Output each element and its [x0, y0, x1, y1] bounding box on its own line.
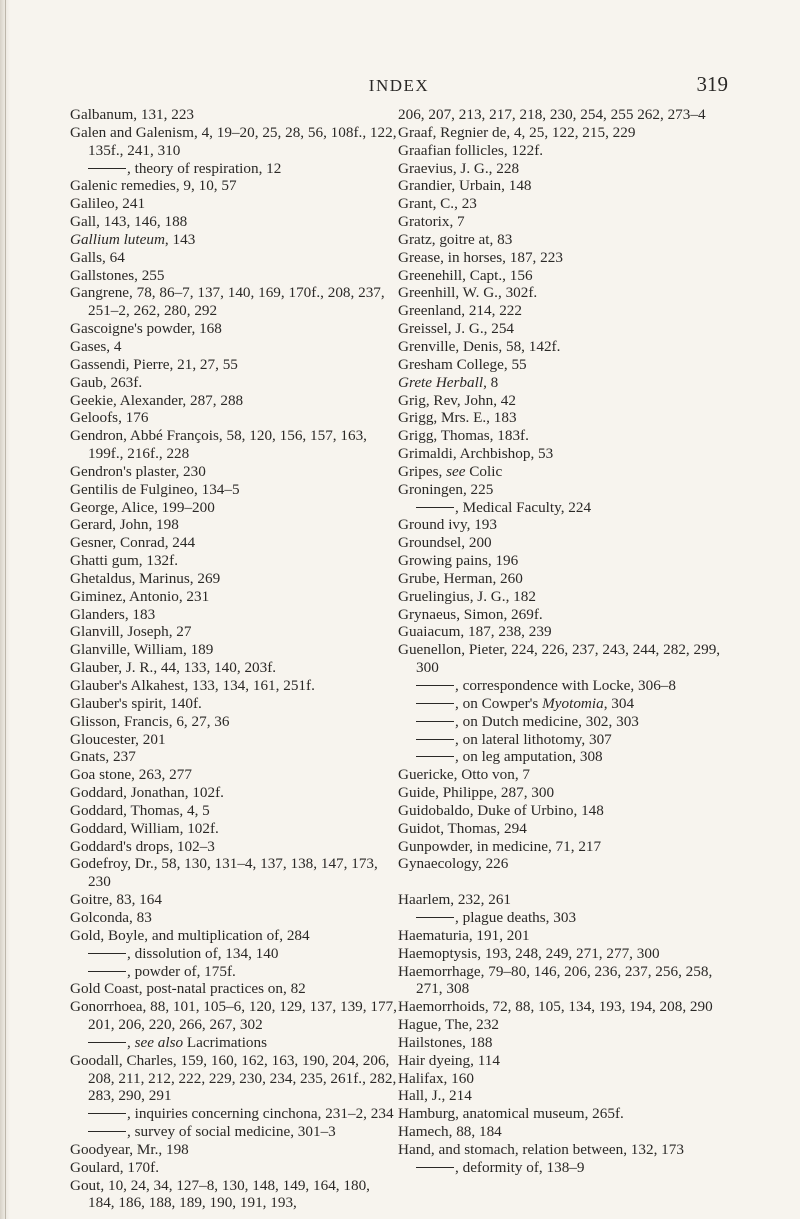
index-entry: Grube, Herman, 260 [398, 569, 523, 587]
index-subentry: , plague deaths, 303 [398, 909, 733, 927]
index-entry: Guidobaldo, Duke of Urbino, 148 [398, 801, 604, 819]
index-entry: Glanvill, Joseph, 27 [70, 623, 192, 641]
index-entry: Goddard, Thomas, 4, 5 [70, 801, 210, 819]
index-entry: Gruelingius, J. G., 182 [398, 587, 536, 605]
index-entry: Ghatti gum, 132f. [70, 552, 178, 570]
index-subentry: , correspondence with Locke, 306–8 [398, 677, 733, 695]
index-entry: Greenehill, Capt., 156 [398, 266, 533, 284]
index-entry: Golconda, 83 [70, 908, 152, 926]
index-entry: Greenland, 214, 222 [398, 302, 522, 320]
index-entry: Glisson, Francis, 6, 27, 36 [70, 712, 230, 730]
index-subentry: , on lateral lithotomy, 307 [398, 731, 733, 749]
index-entry: Gangrene, 78, 86–7, 137, 140, 169, 170f., 208, 237, 251–2, 262, 280, 292 [70, 284, 385, 320]
index-entry: Gallium luteum, 143 [70, 230, 196, 248]
index-entry: Haemoptysis, 193, 248, 249, 271, 277, 300 [398, 944, 660, 962]
index-entry: Gascoigne's powder, 168 [70, 320, 222, 338]
index-entry: Glauber's spirit, 140f. [70, 694, 202, 712]
index-entry: Gonorrhoea, 88, 101, 105–6, 120, 129, 137, 139, 177, 201, 206, 220, 266, 267, 302 [70, 998, 397, 1034]
index-subentry: , Medical Faculty, 224 [398, 499, 733, 517]
index-entry: Galbanum, 131, 223 [70, 106, 195, 123]
index-entry: Hailstones, 188 [398, 1033, 493, 1051]
index-entry: Gold, Boyle, and multiplication of, 284 [70, 926, 310, 944]
index-entry: Grimaldi, Archbishop, 53 [398, 445, 554, 463]
index-entry: Grig, Rev, John, 42 [398, 391, 516, 409]
index-entry: Gesner, Conrad, 244 [70, 534, 196, 552]
index-entry: Ground ivy, 193 [398, 516, 497, 534]
index-entry: Haemorrhage, 79–80, 146, 206, 236, 237, 256, 258, 271, 308 [398, 962, 713, 998]
index-entry: Glauber's Alkahest, 133, 134, 161, 251f. [70, 677, 315, 694]
index-entry: Giminez, Antonio, 231 [70, 587, 210, 605]
index-entry: Gnats, 237 [70, 748, 136, 766]
index-entry: Gall, 143, 146, 188 [70, 213, 188, 231]
index-entry: Haarlem, 232, 261 [398, 891, 512, 909]
index-entry: Guaiacum, 187, 238, 239 [398, 623, 552, 641]
index-entry: Grete Herball, 8 [398, 373, 499, 391]
index-entry: Galileo, 241 [70, 195, 146, 213]
index-entry: Goddard's drops, 102–3 [70, 837, 215, 855]
index-entry: Hall, J., 214 [398, 1087, 472, 1105]
page-number: 319 [696, 72, 728, 96]
index-entry: Gases, 4 [70, 337, 122, 355]
index-entry: Gendron's plaster, 230 [70, 462, 206, 480]
index-entry: Galls, 64 [70, 248, 125, 266]
index-subentry: , dissolution of, 134, 140 [70, 945, 400, 963]
index-entry: Gassendi, Pierre, 21, 27, 55 [70, 355, 238, 373]
index-entry: Gaub, 263f. [70, 373, 143, 391]
index-entry: Gripes, see Colic [398, 462, 503, 480]
index-entry: Gold Coast, post-natal practices on, 82 [70, 980, 306, 998]
index-entry: Grigg, Thomas, 183f. [398, 427, 529, 445]
index-subentry: , deformity of, 138–9 [398, 1159, 733, 1177]
index-subentry: , on Cowper's Myotomia, 304 [398, 695, 733, 713]
index-entry: Graevius, J. G., 228 [398, 159, 520, 177]
index-entry: Gout, 10, 24, 34, 127–8, 130, 148, 149, 164, 180, 184, 186, 188, 189, 190, 191, 193, [70, 1176, 370, 1212]
index-entry: Goitre, 83, 164 [70, 891, 162, 909]
index-entry: Grynaeus, Simon, 269f. [398, 605, 543, 623]
index-entry: Ghetaldus, Marinus, 269 [70, 569, 221, 587]
index-entry: Hamech, 88, 184 [398, 1123, 502, 1141]
index-entry: Goddard, Jonathan, 102f. [70, 784, 224, 802]
index-entry: Gendron, Abbé François, 58, 120, 156, 157, 163, 199f., 216f., 228 [70, 427, 367, 463]
section-gap [398, 873, 733, 891]
index-entry: Graafian follicles, 122f. [398, 141, 544, 159]
index-entry: Galen and Galenism, 4, 19–20, 25, 28, 56, 108f., 122, 135f., 241, 310 [70, 123, 397, 159]
index-entry: Hamburg, anatomical museum, 265f. [398, 1105, 624, 1123]
index-entry: Gloucester, 201 [70, 730, 166, 748]
index-entry: Geloofs, 176 [70, 409, 149, 427]
index-entry: Gynaecology, 226 [398, 855, 509, 873]
index-entry: Guide, Philippe, 287, 300 [398, 784, 555, 802]
index-entry: Gallstones, 255 [70, 266, 165, 284]
index-entry: Hague, The, 232 [398, 1016, 499, 1034]
page-binding-edge [0, 0, 10, 1219]
index-entry: Graaf, Regnier de, 4, 25, 122, 215, 229 [398, 123, 636, 141]
index-subentry: , theory of respiration, 12 [70, 160, 400, 178]
index-subentry: , on leg amputation, 308 [398, 748, 733, 766]
index-entry: Guenellon, Pieter, 224, 226, 237, 243, 244, 282, 299, 300 [398, 641, 721, 677]
index-entry: Goodall, Charles, 159, 160, 162, 163, 190, 204, 206, 208, 211, 212, 222, 229, 230, 234, 235, 261f., 282, 283, 290, 291 [70, 1051, 397, 1105]
index-entry: Galenic remedies, 9, 10, 57 [70, 177, 237, 195]
index-subentry: , on Dutch medicine, 302, 303 [398, 713, 733, 731]
index-subentry: , see also Lacrimations [70, 1034, 400, 1052]
index-entry: Haemorrhoids, 72, 88, 105, 134, 193, 194, 208, 290 [398, 998, 713, 1016]
index-entry: Gratz, goitre at, 83 [398, 230, 513, 248]
index-entry: Gerard, John, 198 [70, 516, 179, 534]
index-entry: Goddard, William, 102f. [70, 819, 219, 837]
index-subentry: , inquiries concerning cinchona, 231–2, 234 [70, 1105, 400, 1123]
index-entry: Gunpowder, in medicine, 71, 217 [398, 837, 602, 855]
index-entry: Hair dyeing, 114 [398, 1051, 500, 1069]
index-entry: Guericke, Otto von, 7 [398, 766, 531, 784]
index-column-right [398, 106, 733, 1177]
index-column-left [70, 106, 400, 1212]
index-entry: Grandier, Urbain, 148 [398, 177, 532, 195]
index-entry: Goulard, 170f. [70, 1158, 159, 1176]
index-entry: Growing pains, 196 [398, 552, 519, 570]
index-entry: Goodyear, Mr., 198 [70, 1140, 189, 1158]
index-entry: Grant, C., 23 [398, 195, 477, 213]
index-entry: Hand, and stomach, relation between, 132, 173 [398, 1140, 684, 1158]
index-entry: Grigg, Mrs. E., 183 [398, 409, 517, 427]
index-entry: 206, 207, 213, 217, 218, 230, 254, 255 262, 273–4 [398, 106, 706, 123]
index-subentry: , survey of social medicine, 301–3 [70, 1123, 400, 1141]
index-entry: Haematuria, 191, 201 [398, 926, 530, 944]
index-entry: Halifax, 160 [398, 1069, 474, 1087]
running-head: INDEX [368, 76, 430, 95]
index-entry: Grease, in horses, 187, 223 [398, 248, 563, 266]
index-entry: Geekie, Alexander, 287, 288 [70, 391, 244, 409]
index-entry: Glanders, 183 [70, 605, 156, 623]
page-header [70, 72, 728, 102]
index-entry: Gratorix, 7 [398, 213, 465, 231]
index-entry: George, Alice, 199–200 [70, 498, 215, 516]
index-subentry: , powder of, 175f. [70, 963, 400, 981]
index-entry: Glauber, J. R., 44, 133, 140, 203f. [70, 659, 277, 677]
index-entry: Goa stone, 263, 277 [70, 766, 192, 784]
index-entry: Gentilis de Fulgineo, 134–5 [70, 480, 240, 498]
index-entry: Gresham College, 55 [398, 355, 527, 373]
index-entry: Greenhill, W. G., 302f. [398, 284, 538, 302]
index-entry: Godefroy, Dr., 58, 130, 131–4, 137, 138, 147, 173, 230 [70, 855, 378, 891]
index-entry: Groundsel, 200 [398, 534, 492, 552]
index-entry: Greissel, J. G., 254 [398, 320, 515, 338]
index-entry: Grenville, Denis, 58, 142f. [398, 337, 561, 355]
index-entry: Groningen, 225 [398, 480, 494, 498]
index-entry: Glanville, William, 189 [70, 641, 214, 659]
index-entry: Guidot, Thomas, 294 [398, 819, 527, 837]
